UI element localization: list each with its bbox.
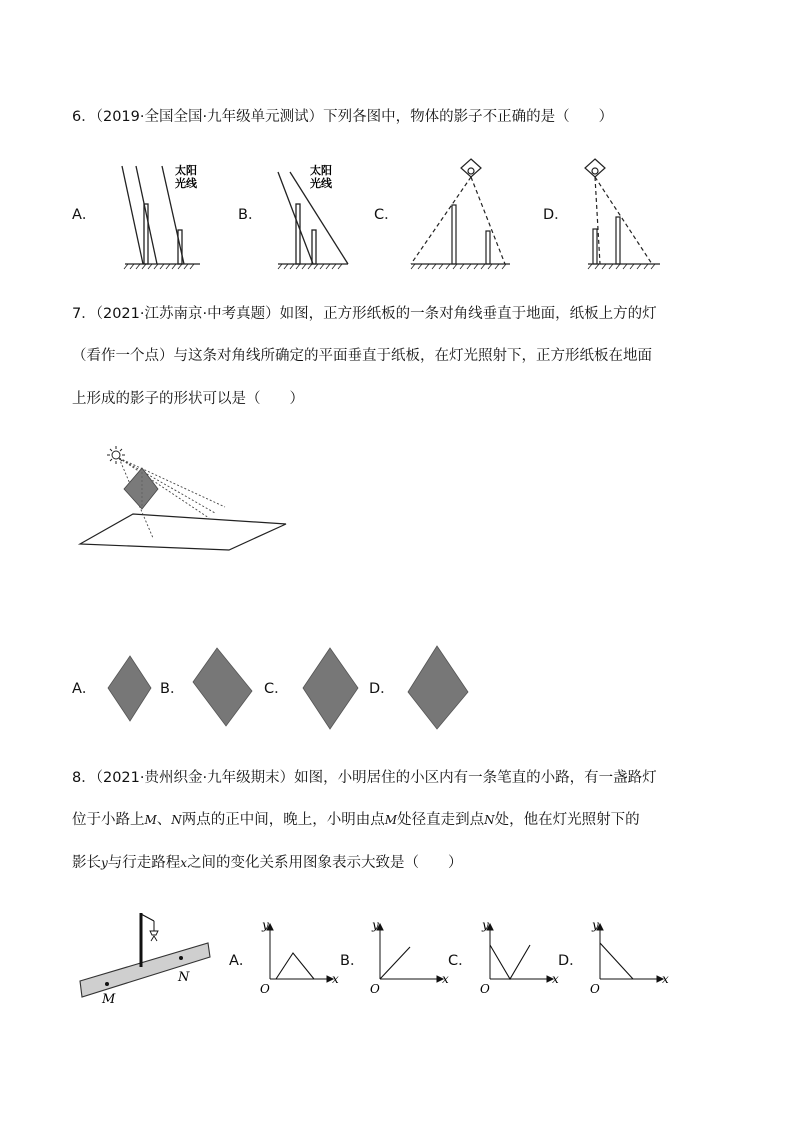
- q8-option-b-label[interactable]: B．: [340, 953, 365, 969]
- q8-stem-line-3: [72, 853, 463, 873]
- x-axis-label: x: [442, 972, 449, 986]
- q7-shape-b[interactable]: [191, 646, 255, 728]
- q7-option-c-label[interactable]: C．: [264, 681, 289, 697]
- lamp-icon: [107, 446, 125, 464]
- y-axis-label: y: [482, 918, 489, 932]
- q6-stem: 6．（2019·全国全国·九年级单元测试）下列各图中，物体的影子不正确的是（ ）: [72, 109, 614, 125]
- q6-a-sun-label-1: 太阳: [175, 164, 197, 177]
- y-axis-label: y: [372, 918, 379, 932]
- var-n: N: [171, 813, 182, 827]
- q8-graph-c[interactable]: [478, 915, 560, 997]
- q7-shape-a[interactable]: [106, 654, 154, 724]
- y-axis-label: y: [262, 918, 269, 932]
- q8-text-2c: 处径直走到点: [397, 812, 485, 828]
- x-axis-label: x: [552, 972, 559, 986]
- origin-label: O: [590, 982, 600, 996]
- q7-option-a-label[interactable]: A．: [72, 681, 97, 697]
- q8-option-c-label[interactable]: C．: [448, 953, 473, 969]
- q6-figure-d: [580, 155, 680, 270]
- q6-figure-a: [100, 160, 210, 270]
- origin-label: O: [370, 982, 380, 996]
- q8-text-3a: 影长: [72, 855, 101, 871]
- q6-b-sun-label-1: 太阳: [310, 164, 332, 177]
- point-n-label: N: [178, 970, 190, 985]
- y-axis-label: y: [592, 918, 599, 932]
- var-y: y: [101, 856, 108, 870]
- q7-shape-d[interactable]: [405, 644, 471, 732]
- q8-option-a-label[interactable]: A．: [229, 953, 254, 969]
- q7-shape-c[interactable]: [300, 646, 362, 732]
- q7-stem-line-3: 上形成的影子的形状可以是（ ）: [72, 391, 304, 407]
- point-m-label: M: [102, 992, 116, 1007]
- q6-option-d-label[interactable]: D．: [543, 207, 569, 223]
- q6-option-a-label[interactable]: A．: [72, 207, 97, 223]
- q6-a-sun-label-2: 光线: [175, 177, 197, 190]
- q8-text-2a: 位于小路上: [72, 812, 145, 828]
- q8-graph-d[interactable]: [588, 915, 670, 997]
- q8-sep: 、: [156, 812, 172, 828]
- q8-option-d-label[interactable]: D．: [558, 953, 584, 969]
- q7-option-d-label[interactable]: D．: [369, 681, 395, 697]
- origin-label: O: [480, 982, 490, 996]
- var-x: x: [180, 856, 188, 870]
- var-m: M: [144, 813, 157, 827]
- var-n-2: N: [484, 813, 495, 827]
- q8-graph-b[interactable]: [368, 915, 450, 997]
- origin-label: O: [260, 982, 270, 996]
- x-axis-label: x: [662, 972, 669, 986]
- q6-b-sun-label-2: 光线: [310, 177, 332, 190]
- street-lamp-icon: [150, 931, 158, 941]
- q8-text-3b: 与行走路程: [107, 855, 181, 871]
- q6-option-b-label[interactable]: B．: [238, 207, 263, 223]
- var-m-2: M: [384, 813, 398, 827]
- q7-figure-lamp-board: [75, 442, 295, 562]
- q7-option-b-label[interactable]: B．: [160, 681, 185, 697]
- q7-stem-line-2: （看作一个点）与这条对角线所确定的平面垂直于纸板，在灯光照射下，正方形纸板在地面: [72, 348, 652, 364]
- q8-text-2b: 两点的正中间，晚上，小明由点: [181, 812, 385, 828]
- x-axis-label: x: [332, 972, 339, 986]
- q8-stem-line-1: 8．（2021·贵州织金·九年级期末）如图，小明居住的小区内有一条笔直的小路，有一盏路灯: [72, 770, 657, 786]
- q7-stem-line-1: 7．（2021·江苏南京·中考真题）如图，正方形纸板的一条对角线垂直于地面，纸板上方的灯: [72, 306, 657, 322]
- q8-stem-line-2: [72, 810, 640, 830]
- q8-text-2d: 处，他在灯光照射下的: [494, 812, 640, 828]
- q8-graph-a[interactable]: [258, 915, 340, 997]
- q6-option-c-label[interactable]: C．: [374, 207, 399, 223]
- q6-figure-b: [268, 160, 368, 270]
- q8-figure-street-lamp: [78, 905, 218, 1010]
- q8-text-3c: 之间的变化关系用图象表示大致是（ ）: [187, 855, 463, 871]
- q6-figure-c: [405, 155, 520, 270]
